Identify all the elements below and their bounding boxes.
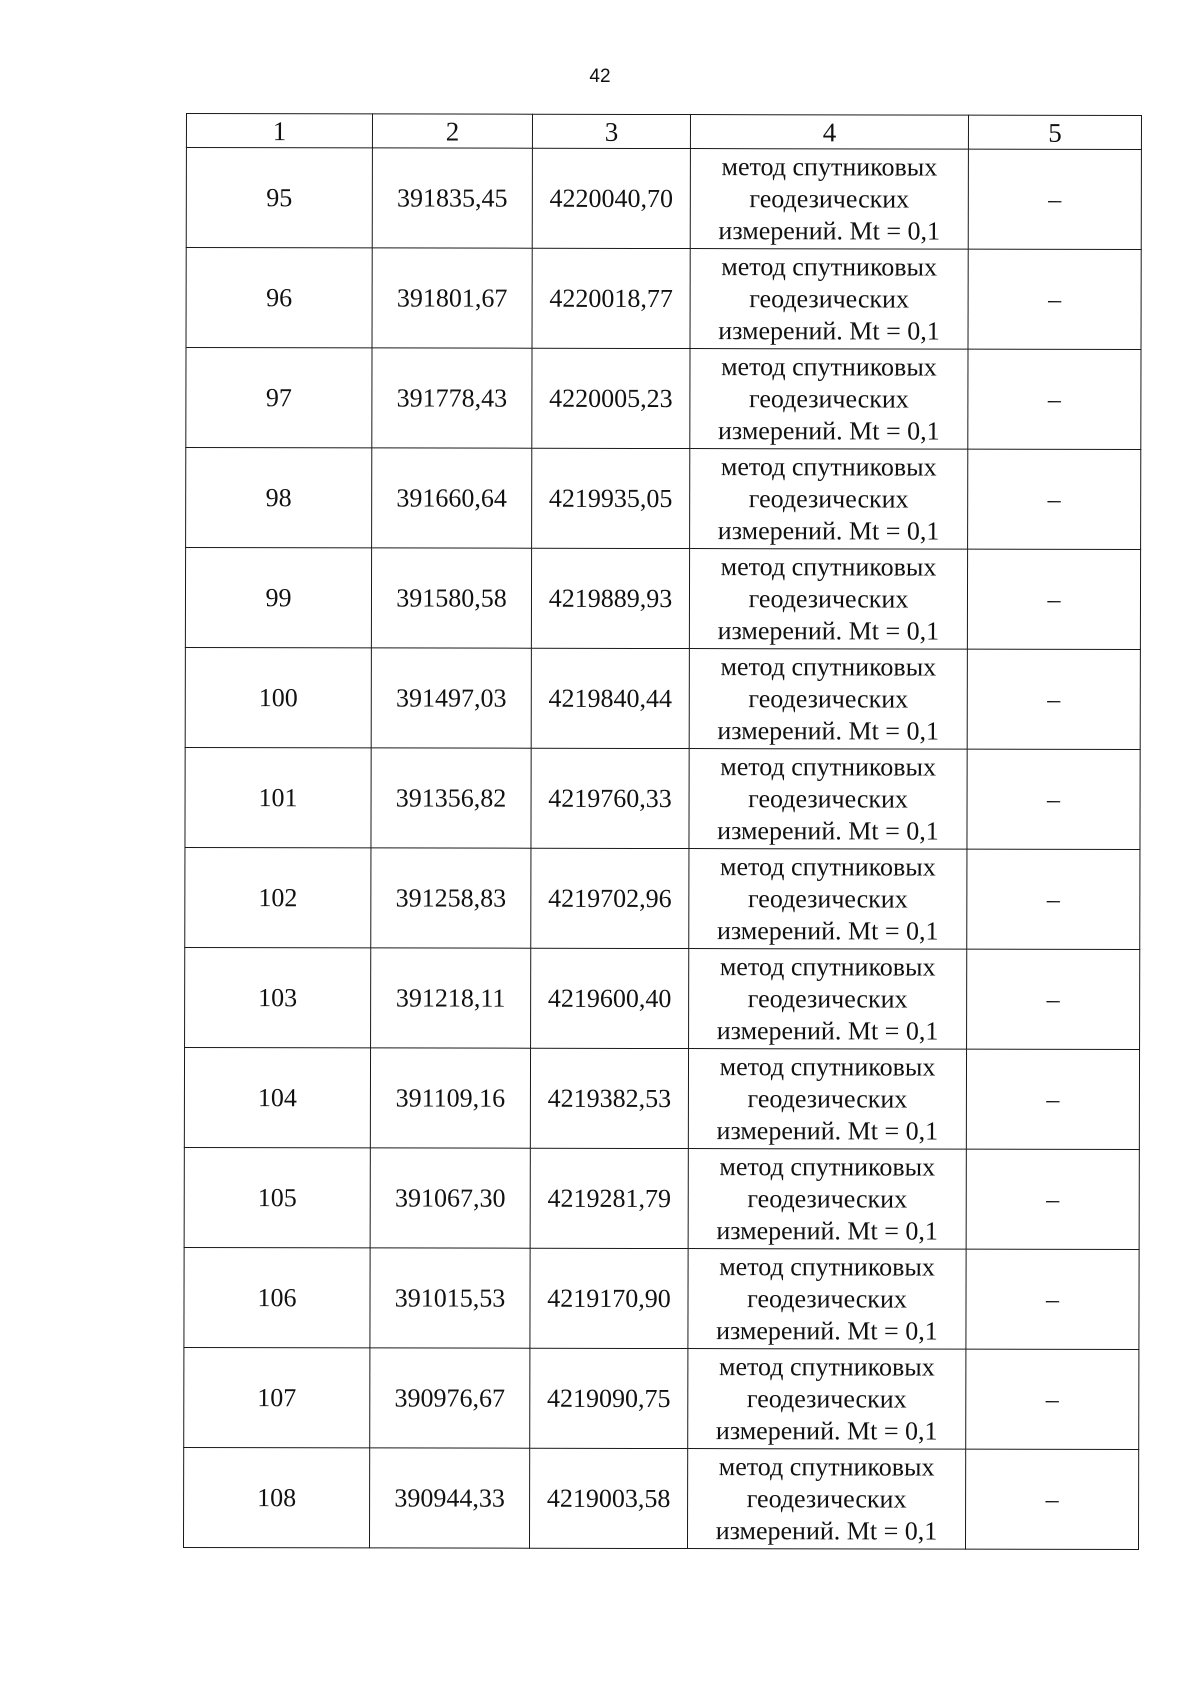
point-number-cell: 96 (186, 248, 372, 348)
y-coordinate-cell: 4219281,79 (530, 1148, 688, 1248)
method-line: метод спутниковых (720, 651, 937, 682)
method-line: геодезических (746, 1483, 907, 1514)
method-cell (687, 1449, 965, 1550)
method-cell (689, 749, 967, 850)
x-coordinate-cell: 390944,33 (369, 1448, 529, 1548)
x-coordinate-cell: 391497,03 (371, 648, 531, 748)
point-number-cell: 100 (185, 647, 371, 747)
table-row (185, 747, 1140, 849)
note-cell: – (968, 249, 1141, 349)
table-row (183, 1447, 1138, 1549)
point-number-cell: 106 (184, 1247, 370, 1347)
method-line: метод спутниковых (719, 1251, 935, 1282)
point-number-cell: 97 (186, 348, 372, 448)
method-line: измерений. Mt = 0,1 (717, 815, 939, 846)
note-cell: – (965, 1449, 1138, 1549)
x-coordinate-cell: 391660,64 (372, 448, 532, 548)
method-line: метод спутниковых (721, 351, 937, 382)
x-coordinate-cell: 390976,67 (370, 1348, 530, 1448)
note-cell: – (966, 1049, 1139, 1149)
table-row (185, 947, 1140, 1049)
x-coordinate-cell: 391778,43 (372, 348, 532, 448)
y-coordinate-cell: 4219600,40 (531, 948, 689, 1048)
y-coordinate-cell: 4219003,58 (529, 1448, 687, 1548)
point-number-cell: 104 (184, 1047, 370, 1147)
method-cell (688, 1049, 966, 1150)
point-number-cell: 105 (184, 1147, 370, 1247)
note-cell: – (966, 1349, 1139, 1449)
column-header-4: 4 (690, 115, 968, 150)
table-row (186, 348, 1141, 450)
page-number: 42 (589, 66, 611, 87)
table-row (184, 1147, 1139, 1249)
method-cell (690, 349, 968, 450)
method-cell (690, 249, 968, 350)
method-cell (690, 149, 968, 250)
method-line: геодезических (746, 1383, 907, 1414)
note-cell: – (966, 1249, 1139, 1349)
method-line: метод спутниковых (720, 551, 937, 582)
note-cell: – (968, 149, 1141, 249)
y-coordinate-cell: 4219702,96 (531, 848, 689, 948)
method-line: метод спутниковых (721, 151, 938, 182)
x-coordinate-cell: 391067,30 (370, 1148, 530, 1248)
method-line: метод спутниковых (718, 1351, 935, 1382)
method-line: измерений. Mt = 0,1 (718, 315, 940, 346)
x-coordinate-cell: 391258,83 (371, 848, 531, 948)
y-coordinate-cell: 4219760,33 (531, 748, 689, 848)
method-line: геодезических (749, 283, 910, 314)
method-line: измерений. Mt = 0,1 (716, 1115, 939, 1146)
method-line: геодезических (747, 1283, 907, 1314)
note-cell: – (967, 749, 1140, 849)
note-cell: – (967, 649, 1140, 749)
note-cell: – (968, 449, 1141, 549)
y-coordinate-cell: 4219840,44 (531, 648, 689, 748)
y-coordinate-cell: 4219935,05 (532, 448, 690, 548)
method-cell (689, 649, 967, 750)
note-cell: – (967, 949, 1140, 1049)
point-number-cell: 108 (183, 1447, 369, 1547)
method-line: измерений. Mt = 0,1 (717, 615, 940, 646)
method-cell (689, 549, 967, 650)
method-line: измерений. Mt = 0,1 (717, 715, 940, 746)
method-line: измерений. Mt = 0,1 (718, 215, 941, 246)
table-body (183, 148, 1141, 1550)
method-cell (688, 1149, 966, 1250)
y-coordinate-cell: 4219170,90 (530, 1248, 688, 1348)
method-line: метод спутниковых (720, 851, 936, 882)
point-number-cell: 101 (185, 747, 371, 847)
y-coordinate-cell: 4220018,77 (532, 248, 690, 348)
x-coordinate-cell: 391356,82 (371, 748, 531, 848)
method-line: геодезических (748, 583, 909, 614)
column-header-3: 3 (532, 114, 690, 148)
y-coordinate-cell: 4220040,70 (532, 148, 690, 248)
table-row (185, 548, 1140, 650)
x-coordinate-cell: 391580,58 (371, 548, 531, 648)
y-coordinate-cell: 4220005,23 (532, 348, 690, 448)
coordinates-table (183, 113, 1142, 1550)
table-row (184, 1047, 1139, 1149)
method-line: метод спутниковых (720, 451, 937, 482)
method-line: геодезических (748, 383, 909, 414)
column-header-5: 5 (968, 115, 1141, 149)
y-coordinate-cell: 4219090,75 (530, 1348, 688, 1448)
method-cell (689, 949, 967, 1050)
table-row (185, 847, 1140, 949)
note-cell: – (967, 549, 1140, 649)
method-line: геодезических (747, 1183, 908, 1214)
note-cell: – (966, 1149, 1139, 1249)
x-coordinate-cell: 391109,16 (370, 1048, 530, 1148)
method-line: измерений. Mt = 0,1 (717, 415, 940, 446)
column-header-2: 2 (372, 114, 532, 148)
method-line: геодезических (748, 483, 909, 514)
method-line: измерений. Mt = 0,1 (717, 515, 940, 546)
y-coordinate-cell: 4219889,93 (531, 548, 689, 648)
table-header-row (186, 114, 1141, 150)
method-line: измерений. Mt = 0,1 (716, 1215, 938, 1246)
table-row (184, 1247, 1139, 1349)
point-number-cell: 98 (186, 448, 372, 548)
method-line: измерений. Mt = 0,1 (715, 1515, 938, 1546)
method-line: геодезических (748, 783, 908, 814)
point-number-cell: 102 (185, 847, 371, 947)
method-line: измерений. Mt = 0,1 (716, 1015, 939, 1046)
x-coordinate-cell: 391015,53 (370, 1248, 530, 1348)
method-line: метод спутниковых (719, 1051, 936, 1082)
x-coordinate-cell: 391218,11 (371, 948, 531, 1048)
table-row (186, 248, 1141, 350)
point-number-cell: 107 (184, 1347, 370, 1447)
table-row (186, 148, 1141, 250)
method-line: измерений. Mt = 0,1 (716, 1315, 938, 1346)
point-number-cell: 99 (185, 548, 371, 648)
method-line: метод спутниковых (721, 251, 938, 282)
table-row (186, 448, 1141, 550)
point-number-cell: 103 (185, 947, 371, 1047)
method-line: измерений. Mt = 0,1 (716, 915, 939, 946)
x-coordinate-cell: 391835,45 (372, 148, 532, 248)
point-number-cell: 95 (186, 148, 372, 248)
x-coordinate-cell: 391801,67 (372, 248, 532, 348)
method-line: метод спутниковых (720, 751, 937, 782)
method-cell (688, 1249, 966, 1350)
method-line: метод спутниковых (719, 1151, 936, 1182)
method-line: геодезических (747, 1083, 908, 1114)
note-cell: – (968, 349, 1141, 449)
method-line: метод спутниковых (719, 951, 936, 982)
method-line: геодезических (747, 883, 908, 914)
y-coordinate-cell: 4219382,53 (530, 1048, 688, 1148)
method-cell (688, 1349, 966, 1450)
method-line: геодезических (748, 683, 909, 714)
method-line: геодезических (747, 983, 908, 1014)
table-row (185, 647, 1140, 749)
table-row (184, 1347, 1139, 1449)
method-cell (690, 449, 968, 550)
method-cell (689, 849, 967, 950)
note-cell: – (967, 849, 1140, 949)
column-header-1: 1 (186, 114, 372, 148)
method-line: измерений. Mt = 0,1 (715, 1415, 938, 1446)
method-line: геодезических (749, 183, 910, 214)
method-line: метод спутниковых (718, 1451, 935, 1482)
